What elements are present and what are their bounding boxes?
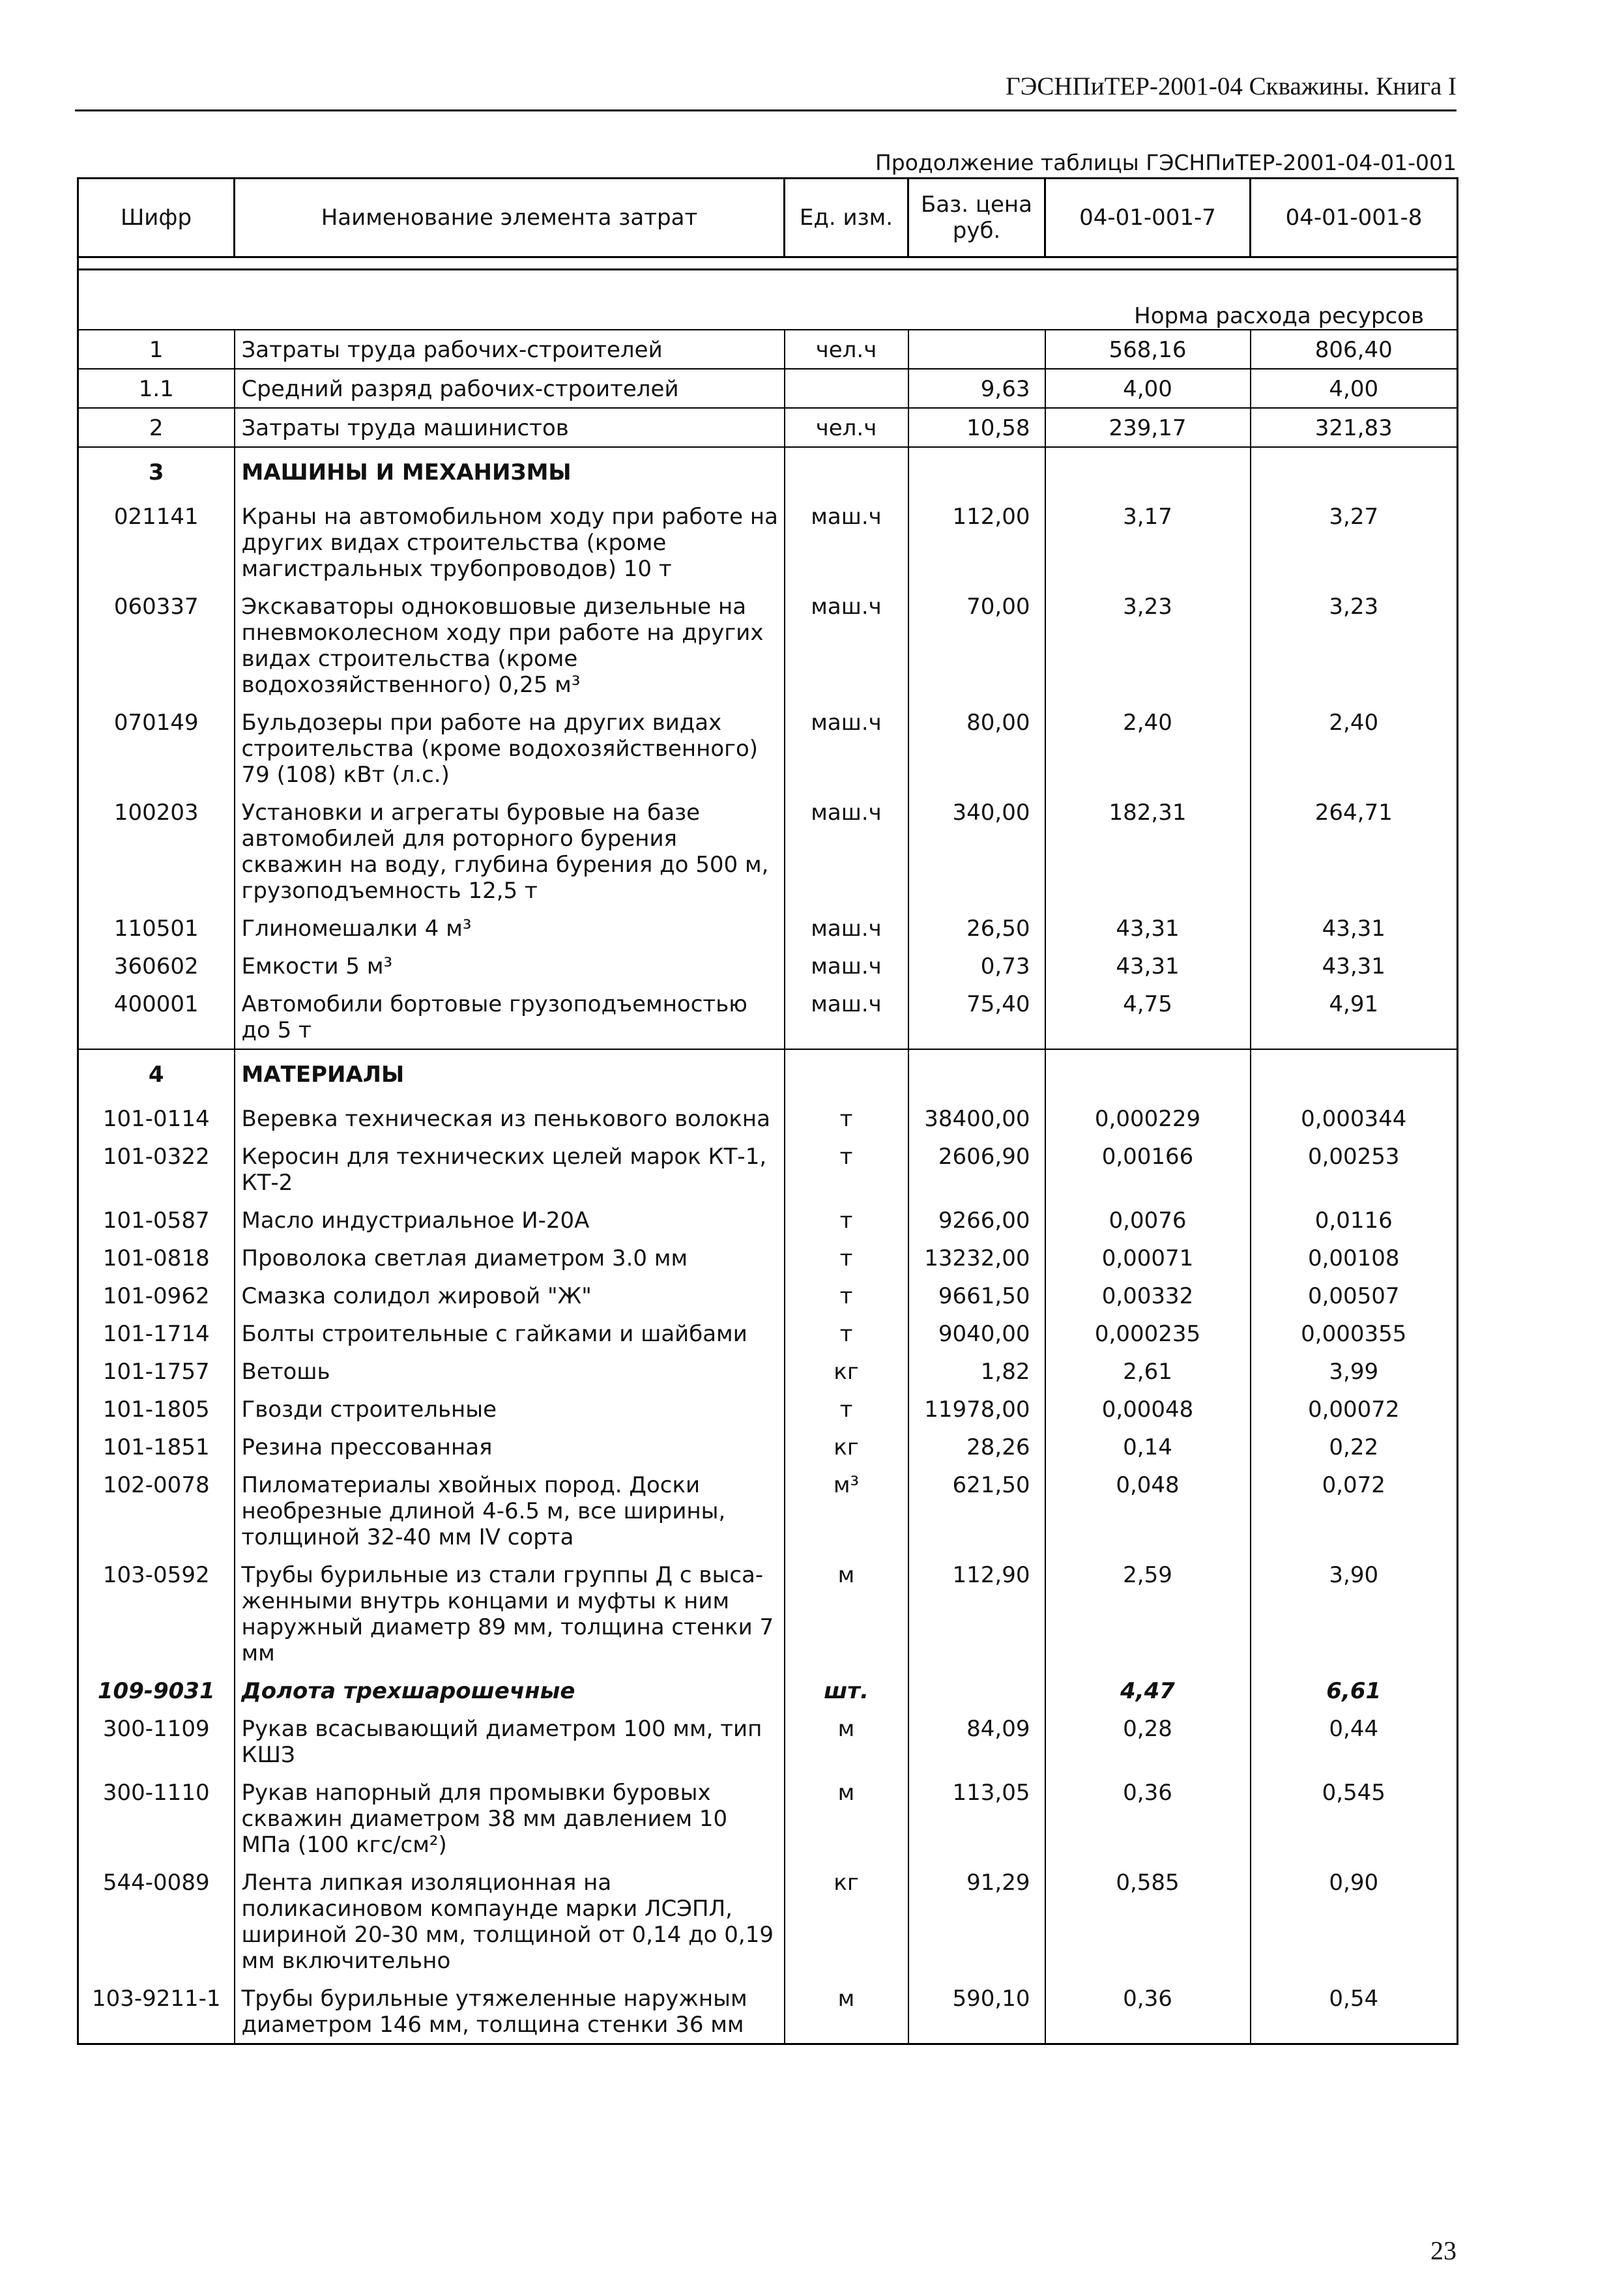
row-value-col1: 0,0076 [1045,1201,1251,1239]
row-value-col1: 4,75 [1045,985,1251,1049]
row-name: Автомобили бортовые грузоподъемностью до 5 т [235,985,785,1049]
table-row [78,985,1458,1049]
norm-title-row [78,270,1458,330]
table-row [78,1239,1458,1277]
row-code: 544-0089 [78,1863,235,1979]
row-value-col2: 0,545 [1251,1773,1458,1863]
table-header-row [78,179,1458,257]
row-code: 103-9211-1 [78,1979,235,2044]
column-header-code: Шифр [78,179,235,257]
row-value-col2: 4,91 [1251,985,1458,1049]
row-name: Керосин для технических целей марок КТ-1, КТ-2 [235,1137,785,1201]
row-price: 621,50 [908,1466,1045,1556]
table-row [78,369,1458,408]
row-value-col1: 0,36 [1045,1773,1251,1863]
row-value-col2: 3,23 [1251,587,1458,703]
table-row [78,1863,1458,1979]
row-code: 109-9031 [78,1672,235,1709]
row-value-col2: 0,000355 [1251,1314,1458,1352]
row-unit: т [785,1314,908,1352]
row-unit: маш.ч [785,587,908,703]
table-row [78,909,1458,947]
row-price [908,1672,1045,1709]
row-price: 9266,00 [908,1201,1045,1239]
table-row [78,330,1458,369]
section-code: 3 [78,447,235,497]
row-value-col2: 3,99 [1251,1352,1458,1390]
row-value-col2: 0,00108 [1251,1239,1458,1277]
row-value-col1: 0,585 [1045,1863,1251,1979]
row-value-col2: 2,40 [1251,703,1458,793]
row-unit: маш.ч [785,985,908,1049]
row-value-col2: 0,00072 [1251,1390,1458,1428]
header-rule [75,109,1457,111]
row-value-col2: 0,0116 [1251,1201,1458,1239]
row-price: 113,05 [908,1773,1045,1863]
row-value-col1: 43,31 [1045,909,1251,947]
table-row [78,1428,1458,1466]
row-code: 021141 [78,497,235,587]
row-code: 101-1757 [78,1352,235,1390]
section-title: МАШИНЫ И МЕХАНИЗМЫ [235,447,785,497]
row-name: Емкости 5 м³ [235,947,785,985]
column-header-price: Баз. цена руб. [908,179,1045,257]
row-price: 13232,00 [908,1239,1045,1277]
row-value-col1: 0,00332 [1045,1277,1251,1314]
row-name: Масло индустриальное И-20А [235,1201,785,1239]
table-row [78,1099,1458,1137]
row-name: Затраты труда машинистов [235,408,785,447]
row-unit [785,369,908,408]
row-value-col2: 6,61 [1251,1672,1458,1709]
row-price: 340,00 [908,793,1045,909]
table-row [78,1709,1458,1773]
row-code: 1 [78,330,235,369]
row-price: 590,10 [908,1979,1045,2044]
table-row [78,1352,1458,1390]
row-name: Затраты труда рабочих-строителей [235,330,785,369]
section-row [78,447,1458,497]
row-unit: м [785,1556,908,1672]
row-code: 1.1 [78,369,235,408]
row-unit: м [785,1709,908,1773]
row-price: 2606,90 [908,1137,1045,1201]
row-unit: кг [785,1428,908,1466]
section-row [78,1049,1458,1099]
row-value-col2: 3,90 [1251,1556,1458,1672]
row-unit: маш.ч [785,497,908,587]
resource-norm-table [77,177,1458,2045]
row-unit: м³ [785,1466,908,1556]
row-unit: т [785,1239,908,1277]
section-title: МАТЕРИАЛЫ [235,1049,785,1099]
row-code: 101-1851 [78,1428,235,1466]
row-name: Пиломатериалы хвойных пород. Доски необрезные длиной 4-6.5 м, все ширины, толщиной 32-40 мм IV сорта [235,1466,785,1556]
row-unit: м [785,1773,908,1863]
row-price: 10,58 [908,408,1045,447]
table-row [78,1466,1458,1556]
row-value-col1: 239,17 [1045,408,1251,447]
table-row [78,1672,1458,1709]
row-name: Трубы бурильные утяжеленные наружным диаметром 146 мм, толщина стенки 36 мм [235,1979,785,2044]
table-row [78,947,1458,985]
row-price: 75,40 [908,985,1045,1049]
row-name: Бульдозеры при работе на других видах строительства (кроме водохозяйственного) 79 (108) кВт (л.с.) [235,703,785,793]
row-name: Ветошь [235,1352,785,1390]
row-code: 100203 [78,793,235,909]
row-code: 110501 [78,909,235,947]
row-value-col2: 4,00 [1251,369,1458,408]
row-name: Средний разряд рабочих-строителей [235,369,785,408]
table-row [78,1277,1458,1314]
table-row [78,408,1458,447]
row-code: 101-1714 [78,1314,235,1352]
row-price: 9040,00 [908,1314,1045,1352]
row-price: 0,73 [908,947,1045,985]
page-number: 23 [1430,2236,1457,2265]
row-value-col2: 0,000344 [1251,1099,1458,1137]
row-code: 103-0592 [78,1556,235,1672]
row-value-col2: 0,22 [1251,1428,1458,1466]
row-price: 84,09 [908,1709,1045,1773]
row-name: Рукав всасывающий диаметром 100 мм, тип КШЗ [235,1709,785,1773]
row-price: 9661,50 [908,1277,1045,1314]
row-value-col2: 0,00253 [1251,1137,1458,1201]
row-value-col1: 0,000235 [1045,1314,1251,1352]
table-row [78,1390,1458,1428]
table-row [78,497,1458,587]
row-value-col1: 2,40 [1045,703,1251,793]
row-unit: маш.ч [785,909,908,947]
row-name: Экскаваторы одноковшовые дизельные на пневмоколесном ходу при работе на других видах строительства (кроме водохозяйственного) 0,25 м³ [235,587,785,703]
row-unit: маш.ч [785,793,908,909]
row-value-col1: 0,000229 [1045,1099,1251,1137]
row-code: 300-1109 [78,1709,235,1773]
row-value-col1: 4,00 [1045,369,1251,408]
row-price: 26,50 [908,909,1045,947]
column-header-col1: 04-01-001-7 [1045,179,1251,257]
row-name: Трубы бурильные из стали группы Д с выса-женными внутрь концами и муфты к ним наружный диаметр 89 мм, толщина стенки 7 мм [235,1556,785,1672]
row-code: 101-0587 [78,1201,235,1239]
table-row [78,587,1458,703]
row-price: 80,00 [908,703,1045,793]
row-value-col2: 321,83 [1251,408,1458,447]
table-row [78,1556,1458,1672]
row-code: 300-1110 [78,1773,235,1863]
column-header-unit: Ед. изм. [785,179,908,257]
row-value-col2: 806,40 [1251,330,1458,369]
row-name: Краны на автомобильном ходу при работе на других видах строительства (кроме магистральных трубопроводов) 10 т [235,497,785,587]
row-unit: кг [785,1352,908,1390]
row-price: 112,00 [908,497,1045,587]
section-code: 4 [78,1049,235,1099]
row-value-col2: 43,31 [1251,947,1458,985]
row-unit: т [785,1277,908,1314]
row-unit: м [785,1979,908,2044]
row-name: Болты строительные с гайками и шайбами [235,1314,785,1352]
row-unit: т [785,1390,908,1428]
row-name: Смазка солидол жировой "Ж" [235,1277,785,1314]
row-value-col2: 0,54 [1251,1979,1458,2044]
row-price: 28,26 [908,1428,1045,1466]
row-value-col1: 0,36 [1045,1979,1251,2044]
row-name: Проволока светлая диаметром 3.0 мм [235,1239,785,1277]
running-title: ГЭСНПиТЕР-2001-04 Скважины. Книга I [1006,72,1457,100]
row-unit: т [785,1099,908,1137]
row-name: Резина прессованная [235,1428,785,1466]
row-name: Лента липкая изоляционная на поликасиновом компаунде марки ЛСЭПЛ, шириной 20-30 мм, толщиной от 0,14 до 0,19 мм включительно [235,1863,785,1979]
row-value-col2: 264,71 [1251,793,1458,909]
row-value-col2: 0,90 [1251,1863,1458,1979]
row-price: 70,00 [908,587,1045,703]
table-row [78,1773,1458,1863]
column-header-name: Наименование элемента затрат [235,179,785,257]
row-value-col2: 43,31 [1251,909,1458,947]
table-row [78,1137,1458,1201]
row-value-col1: 3,17 [1045,497,1251,587]
row-value-col1: 0,00071 [1045,1239,1251,1277]
table-row [78,1979,1458,2044]
row-unit: чел.ч [785,330,908,369]
row-value-col1: 2,59 [1045,1556,1251,1672]
row-code: 360602 [78,947,235,985]
row-code: 070149 [78,703,235,793]
row-value-col1: 2,61 [1045,1352,1251,1390]
row-value-col1: 0,00048 [1045,1390,1251,1428]
row-value-col2: 0,072 [1251,1466,1458,1556]
row-price: 112,90 [908,1556,1045,1672]
table-row [78,1201,1458,1239]
row-value-col1: 3,23 [1045,587,1251,703]
row-unit: кг [785,1863,908,1979]
row-value-col1: 0,28 [1045,1709,1251,1773]
row-value-col2: 3,27 [1251,497,1458,587]
row-code: 101-0322 [78,1137,235,1201]
row-code: 101-0114 [78,1099,235,1137]
row-price: 91,29 [908,1863,1045,1979]
row-value-col1: 0,14 [1045,1428,1251,1466]
row-unit: т [785,1137,908,1201]
row-name: Установки и агрегаты буровые на базе автомобилей для роторного бурения скважин на воду, глубина бурения до 500 м, грузоподъемность 12,5 т [235,793,785,909]
row-unit: т [785,1201,908,1239]
row-unit: маш.ч [785,703,908,793]
row-code: 101-1805 [78,1390,235,1428]
table-row [78,793,1458,909]
row-code: 101-0818 [78,1239,235,1277]
row-value-col1: 182,31 [1045,793,1251,909]
row-value-col1: 568,16 [1045,330,1251,369]
row-price: 38400,00 [908,1099,1045,1137]
row-code: 101-0962 [78,1277,235,1314]
row-name: Веревка техническая из пенькового волокна [235,1099,785,1137]
row-name: Гвозди строительные [235,1390,785,1428]
row-name: Глиномешалки 4 м³ [235,909,785,947]
row-value-col1: 43,31 [1045,947,1251,985]
row-name: Долота трехшарошечные [235,1672,785,1709]
table-continuation-label: Продолжение таблицы ГЭСНПиТЕР-2001-04-01-001 [875,150,1457,175]
norm-title: Норма расхода ресурсов [78,270,1458,330]
row-price: 11978,00 [908,1390,1045,1428]
row-unit: маш.ч [785,947,908,985]
row-code: 2 [78,408,235,447]
row-price: 9,63 [908,369,1045,408]
table-row [78,703,1458,793]
row-unit: шт. [785,1672,908,1709]
row-unit: чел.ч [785,408,908,447]
row-value-col2: 0,44 [1251,1709,1458,1773]
row-price [908,330,1045,369]
row-name: Рукав напорный для промывки буровых скважин диаметром 38 мм давлением 10 МПа (100 кгс/см²) [235,1773,785,1863]
row-code: 400001 [78,985,235,1049]
row-value-col1: 4,47 [1045,1672,1251,1709]
table-row [78,1314,1458,1352]
row-code: 102-0078 [78,1466,235,1556]
column-header-col2: 04-01-001-8 [1251,179,1458,257]
row-code: 060337 [78,587,235,703]
row-value-col2: 0,00507 [1251,1277,1458,1314]
row-value-col1: 0,048 [1045,1466,1251,1556]
row-value-col1: 0,00166 [1045,1137,1251,1201]
row-price: 1,82 [908,1352,1045,1390]
